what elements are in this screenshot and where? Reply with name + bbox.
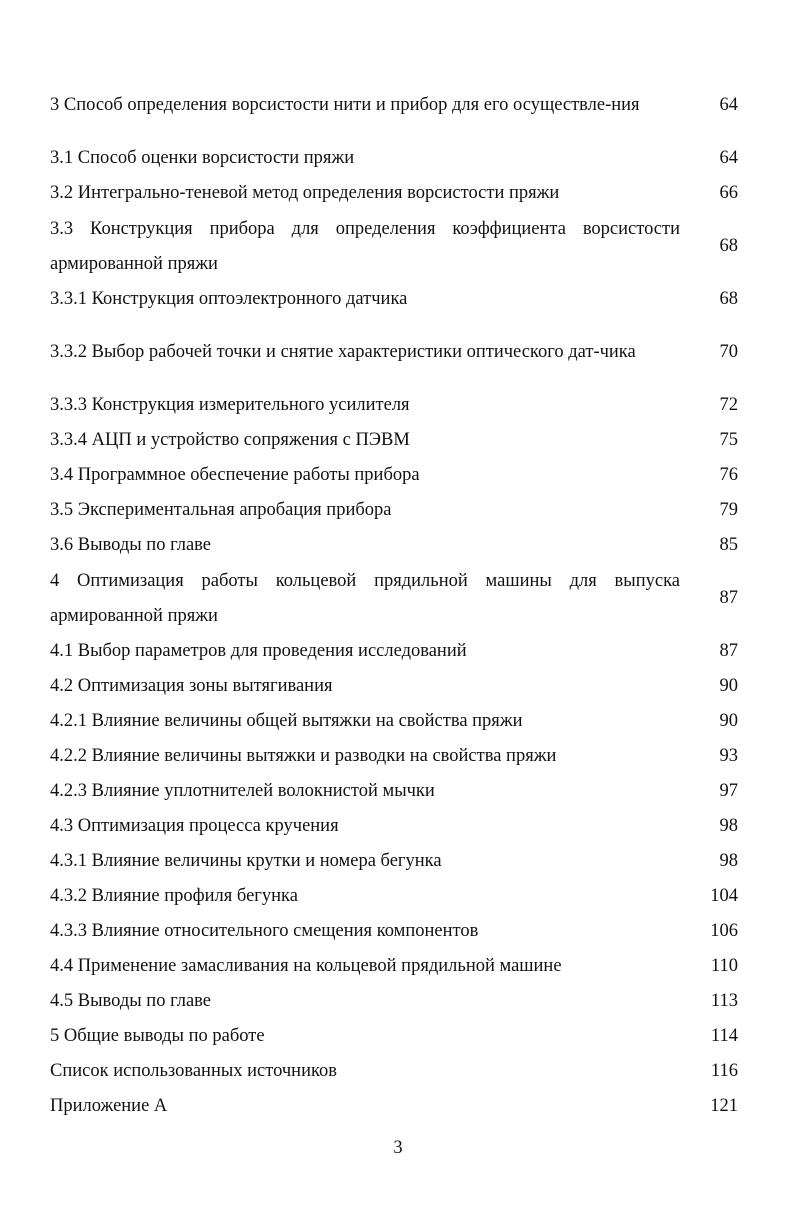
toc-entry-4-5 <box>50 984 738 1019</box>
toc-entry-title: 4.2.1 Влияние величины общей вытяжки на свойства пряжи <box>50 711 523 731</box>
toc-entry-page: 98 <box>719 851 738 871</box>
toc-entry-4-2-2 <box>50 739 738 774</box>
toc-entry-3-3-1 <box>50 282 738 317</box>
toc-entry-page: 98 <box>719 816 738 836</box>
page-number: 3 <box>393 1138 403 1158</box>
toc-entry-title: 3.3.4 АЦП и устройство сопряжения с ПЭВМ <box>50 430 410 450</box>
toc-entry-4-3-3 <box>50 914 738 949</box>
toc-entry-3-4 <box>50 458 738 493</box>
toc-entry-title: 4.3.3 Влияние относительного смещения компонентов <box>50 921 479 941</box>
toc-entry-page: 93 <box>719 746 738 766</box>
toc-entry-page: 106 <box>710 921 738 941</box>
toc-entry-title: 4.5 Выводы по главе <box>50 991 212 1011</box>
toc-entry-3-3 <box>50 211 738 282</box>
toc-entry-3-3-4 <box>50 423 738 458</box>
toc-entry-title: 4.2.3 Влияние уплотнителей волокнистой мычки <box>50 781 435 801</box>
toc-entry-3-5 <box>50 493 738 528</box>
toc-entry-5 <box>50 1019 738 1054</box>
toc-entry-title: 4.4 Применение замасливания на кольцевой прядильной машине <box>50 956 562 976</box>
toc-entry-title: 5 Общие выводы по работе <box>50 1026 265 1046</box>
toc-entry-title: 4.3 Оптимизация процесса кручения <box>50 816 339 836</box>
toc-entry-title: 4.2 Оптимизация зоны вытягивания <box>50 676 333 696</box>
toc-entry-title: 3.5 Экспериментальная апробация прибора <box>50 500 392 520</box>
toc-entry-3-6 <box>50 528 738 563</box>
toc-entry-4 <box>50 563 738 634</box>
toc-entry-4-3-2 <box>50 879 738 914</box>
toc-entry-page: 64 <box>719 95 738 115</box>
toc-entry-page: 90 <box>719 676 738 696</box>
toc-entry-title: Приложение А <box>50 1096 168 1116</box>
toc-entry-page: 97 <box>719 781 738 801</box>
toc-entry-4-3-1 <box>50 844 738 879</box>
toc-entry-3 <box>50 70 738 141</box>
toc-entry-page: 121 <box>710 1096 738 1116</box>
toc-entry-4-2 <box>50 669 738 704</box>
toc-entry-title: 4 Оптимизация работы кольцевой прядильной машины для выпуска армированной пряжи <box>50 570 680 626</box>
toc-entry-page: 64 <box>719 148 738 168</box>
toc-entry-3-3-2 <box>50 317 738 388</box>
toc-entry-page: 87 <box>719 641 738 661</box>
toc-entry-title: 3.3 Конструкция прибора для определения коэффициента ворсистости армированной пряжи <box>50 218 680 274</box>
toc-entry-page: 90 <box>719 711 738 731</box>
toc-entry-4-2-1 <box>50 704 738 739</box>
toc-entry-title: Список использованных источников <box>50 1061 338 1081</box>
toc-entry-page: 114 <box>710 1026 738 1046</box>
toc-entry-title: 3.3.2 Выбор рабочей точки и снятие характеристики оптического дат-чика <box>50 342 636 362</box>
toc-entry-page: 79 <box>719 500 738 520</box>
toc-entry-page: 104 <box>710 886 738 906</box>
toc-entry-page: 68 <box>719 236 738 256</box>
toc-entry-title: 4.3.1 Влияние величины крутки и номера бегунка <box>50 851 442 871</box>
toc-entry-page: 116 <box>710 1061 738 1081</box>
toc-entry-3-1 <box>50 141 738 176</box>
toc-entry-title: 4.2.2 Влияние величины вытяжки и разводки на свойства пряжи <box>50 746 557 766</box>
toc-entry-page: 85 <box>719 535 738 555</box>
toc-entry-title: 3 Способ определения ворсистости нити и прибор для его осуществле-ния <box>50 95 640 115</box>
table-of-contents <box>50 70 738 1124</box>
toc-entry-title: 3.1 Способ оценки ворсистости пряжи <box>50 148 355 168</box>
toc-entry-page: 113 <box>710 991 738 1011</box>
toc-entry-references <box>50 1054 738 1089</box>
toc-entry-appendix-a <box>50 1089 738 1124</box>
toc-entry-3-3-3 <box>50 388 738 423</box>
toc-entry-page: 70 <box>719 342 738 362</box>
toc-entry-page: 66 <box>719 183 738 203</box>
toc-entry-title: 4.1 Выбор параметров для проведения исследований <box>50 641 467 661</box>
toc-entry-page: 76 <box>719 465 738 485</box>
toc-entry-title: 3.4 Программное обеспечение работы прибора <box>50 465 420 485</box>
toc-entry-4-3 <box>50 809 738 844</box>
toc-entry-4-1 <box>50 634 738 669</box>
toc-entry-page: 72 <box>719 395 738 415</box>
toc-entry-title: 3.3.1 Конструкция оптоэлектронного датчика <box>50 289 408 309</box>
toc-entry-3-2 <box>50 176 738 211</box>
toc-entry-title: 3.2 Интегрально-теневой метод определения ворсистости пряжи <box>50 183 560 203</box>
toc-entry-4-4 <box>50 949 738 984</box>
toc-entry-page: 110 <box>710 956 738 976</box>
toc-entry-page: 68 <box>719 289 738 309</box>
toc-entry-title: 4.3.2 Влияние профиля бегунка <box>50 886 298 906</box>
toc-entry-page: 87 <box>719 588 738 608</box>
toc-entry-4-2-3 <box>50 774 738 809</box>
toc-entry-title: 3.3.3 Конструкция измерительного усилителя <box>50 395 410 415</box>
toc-entry-title: 3.6 Выводы по главе <box>50 535 212 555</box>
toc-entry-page: 75 <box>719 430 738 450</box>
